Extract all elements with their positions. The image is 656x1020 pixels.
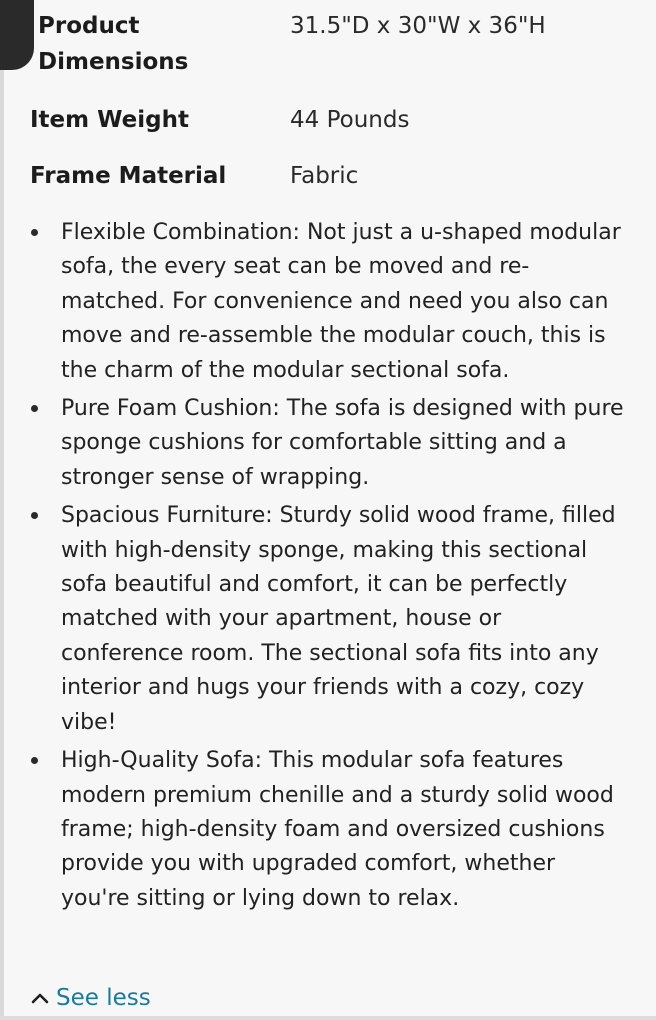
spec-key: Product Dimensions: [38, 13, 189, 75]
spec-value: 44 Pounds: [290, 107, 410, 133]
spec-value: Fabric: [290, 163, 359, 189]
corner-overlay: [0, 0, 34, 70]
spec-row-frame-material: [30, 158, 640, 216]
feature-bullet-list: [28, 216, 628, 920]
spec-key: Item Weight: [30, 107, 189, 133]
feature-text: High-Quality Sofa: This modular sofa features modern premium chenille and a sturdy solid wood frame; high-density foam and oversized cushions provide you with upgraded comfort, whether you're sitting or lying down to relax.: [61, 748, 614, 911]
feature-bullet: [28, 216, 628, 388]
bullet-dot-icon: [31, 405, 38, 412]
feature-text: Flexible Combination: Not just a u-shaped modular sofa, the every seat can be moved and re-matched. For convenience and need you also can move and re-assemble the modular couch, this is the charm of the modular sectional sofa.: [61, 220, 621, 383]
bullet-dot-icon: [31, 757, 38, 764]
feature-bullet: [28, 392, 628, 495]
bullet-dot-icon: [31, 229, 38, 236]
feature-bullet: [28, 744, 628, 916]
bullet-dot-icon: [31, 512, 38, 519]
feature-text: Spacious Furniture: Sturdy solid wood frame, filled with high-density sponge, making this sectional sofa beautiful and comfort, it can be perfectly matched with your apartment, house or conference room. The sectional sofa fits into any interior and hugs your friends with a cozy, cozy vibe!: [61, 503, 616, 735]
see-less-link[interactable]: [30, 980, 151, 1016]
see-less-label: See less: [56, 985, 151, 1011]
chevron-up-icon: [30, 988, 50, 1008]
feature-bullet: [28, 499, 628, 740]
bottom-divider: [0, 1016, 656, 1020]
left-edge-divider: [0, 0, 4, 1020]
product-specs-table: [30, 8, 640, 216]
spec-row-weight: [30, 102, 640, 158]
spec-key: Frame Material: [30, 163, 227, 189]
spec-value: 31.5"D x 30"W x 36"H: [290, 13, 546, 39]
spec-row-dimensions: [30, 8, 640, 102]
feature-text: Pure Foam Cushion: The sofa is designed with pure sponge cushions for comfortable sitting and a stronger sense of wrapping.: [61, 396, 624, 490]
